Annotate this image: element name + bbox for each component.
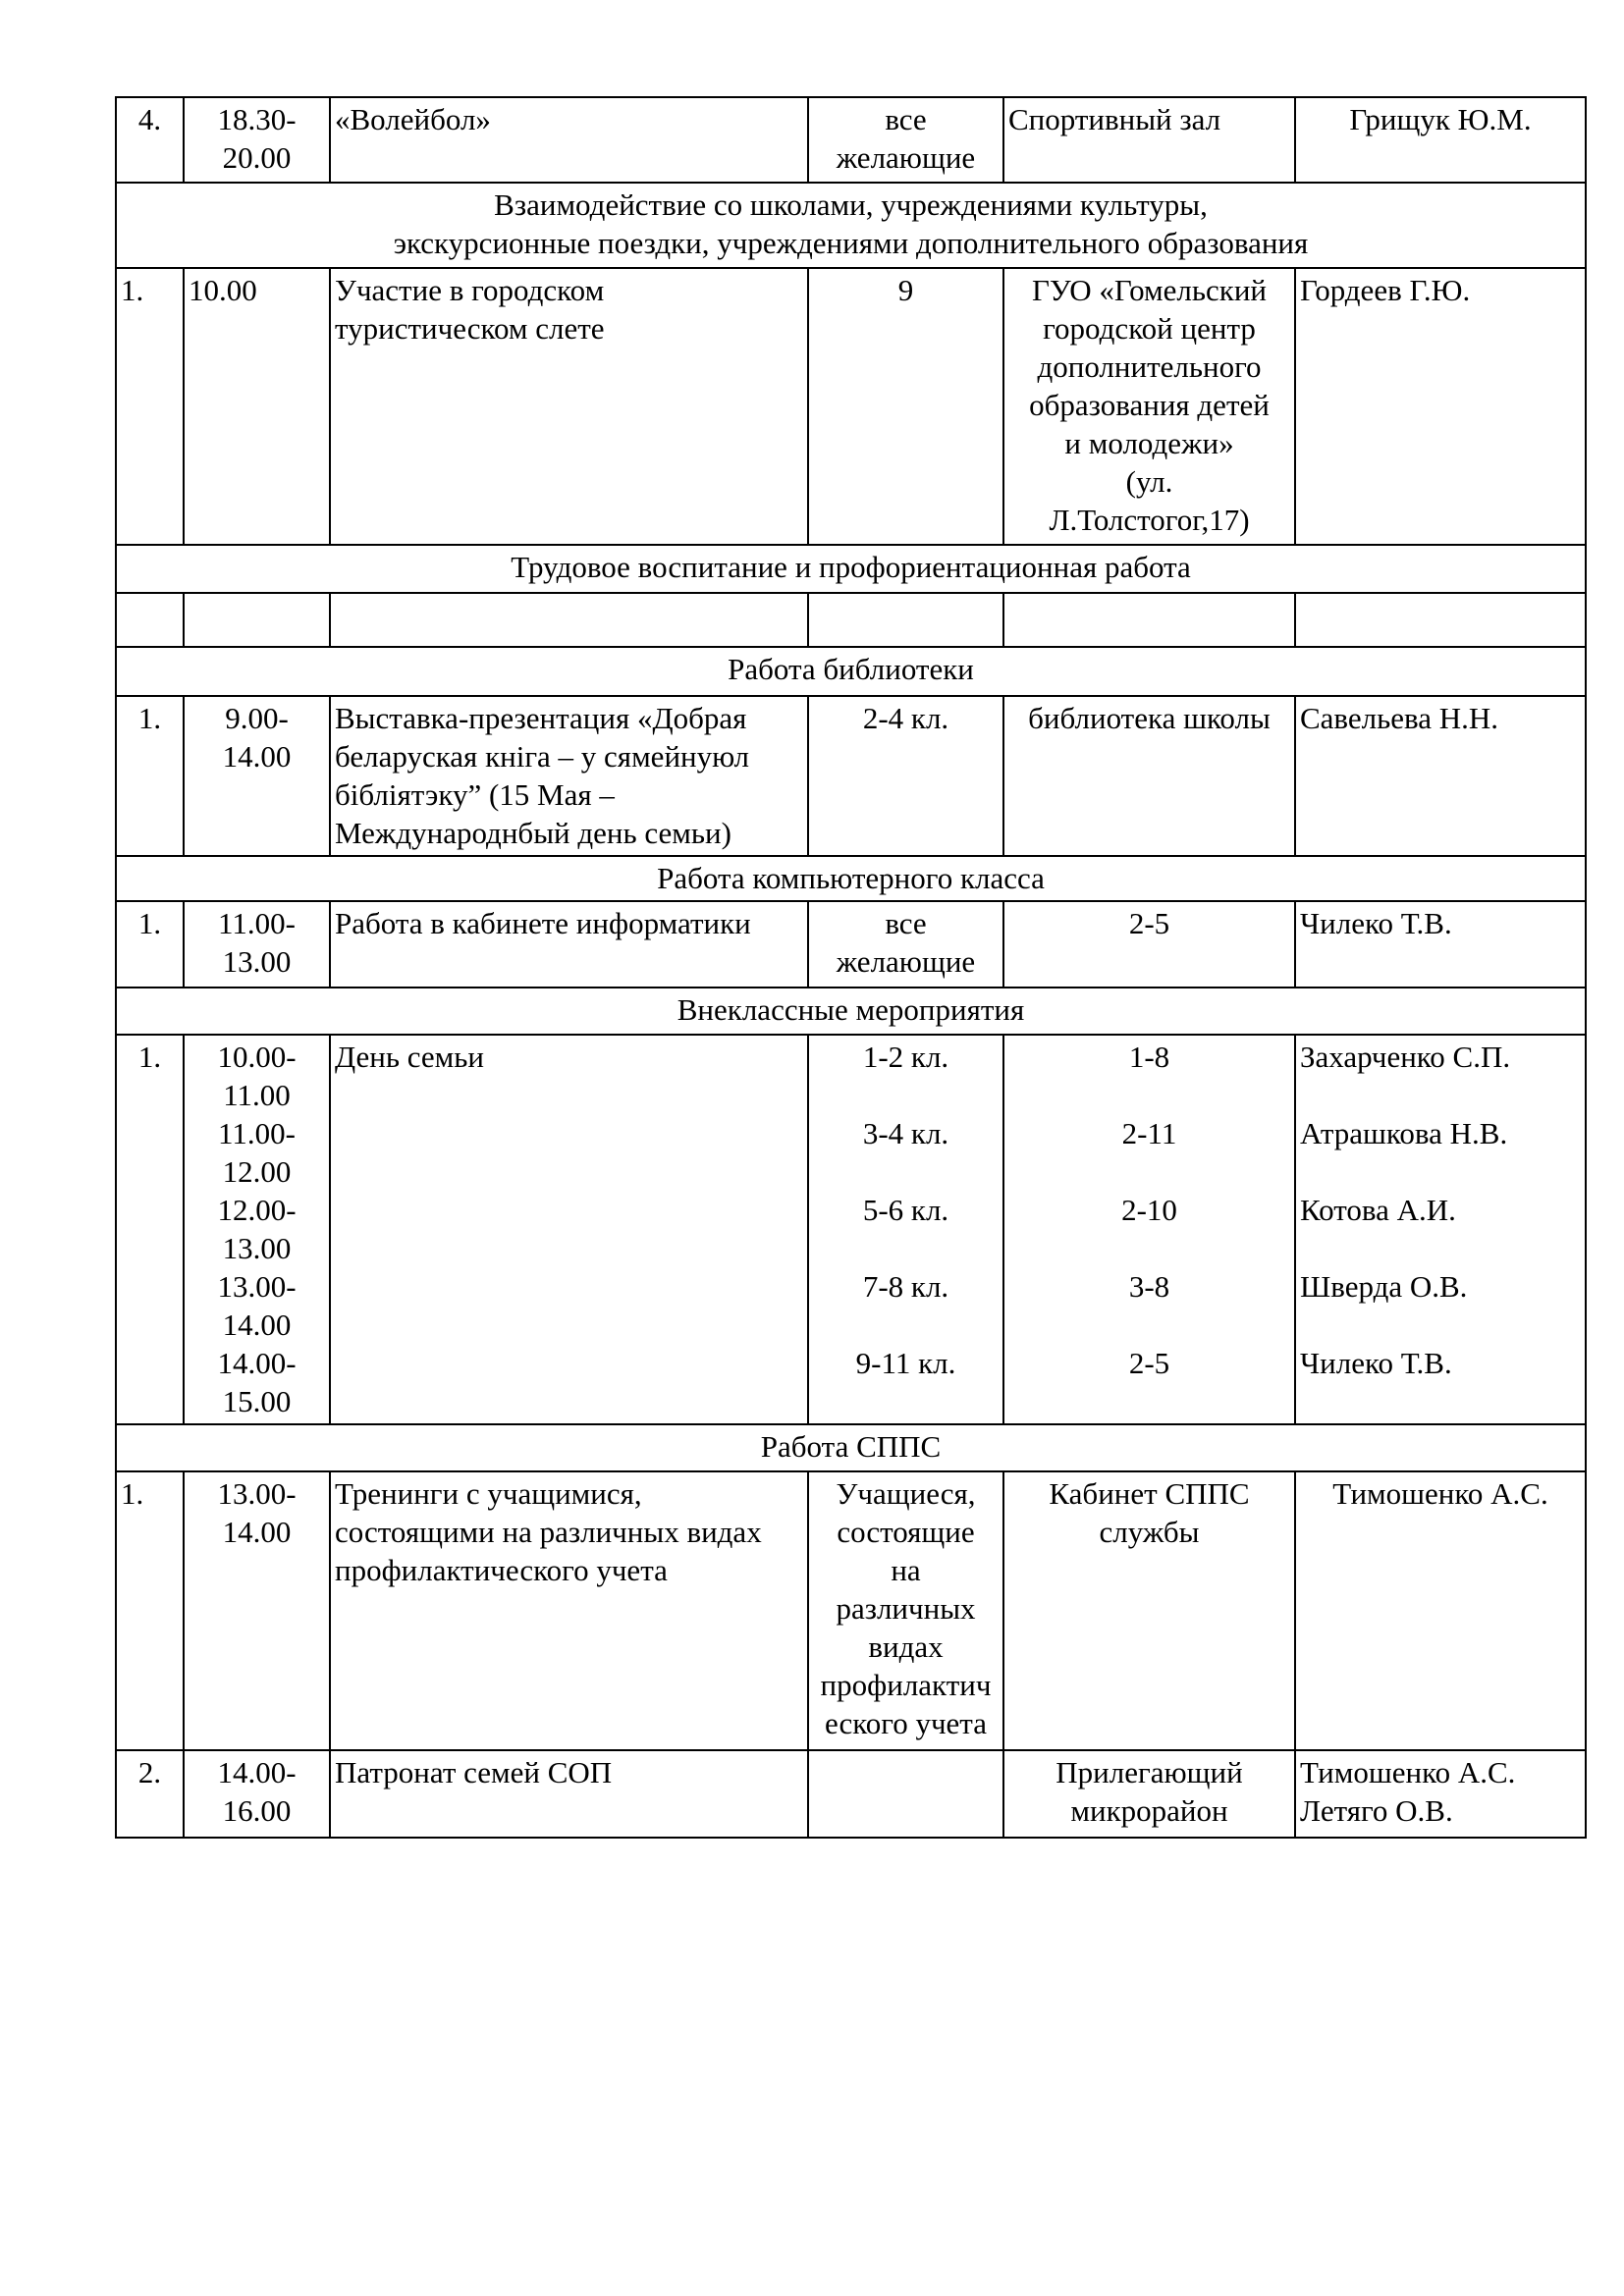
empty-cell (330, 593, 808, 647)
place-cell: Спортивный зал (1003, 97, 1295, 183)
event-cell: Патронат семей СОП (330, 1750, 808, 1838)
empty-cell (116, 593, 184, 647)
section-heading-library: Работа библиотеки (116, 647, 1586, 696)
table-row (116, 901, 1586, 988)
empty-cell (184, 593, 330, 647)
section-heading-interaction: Взаимодействие со школами, учреждениями культуры, экскурсионные поездки, учреждениями дополнительного образования (116, 183, 1586, 268)
row-number: 1. (116, 901, 184, 988)
table-row (116, 1035, 1586, 1424)
time-cell: 18.30- 20.00 (184, 97, 330, 183)
section-row (116, 183, 1586, 268)
participants-cell: все желающие (808, 97, 1003, 183)
time-cell: 13.00- 14.00 (184, 1471, 330, 1750)
event-cell: День семьи (330, 1035, 808, 1424)
event-cell: «Волейбол» (330, 97, 808, 183)
place-cell: 1-8 2-11 2-10 3-8 2-5 (1003, 1035, 1295, 1424)
time-cell: 10.00- 11.00 11.00- 12.00 12.00- 13.00 13.00- 14.00 14.00- 15.00 (184, 1035, 330, 1424)
section-row (116, 856, 1586, 901)
participants-cell: 1-2 кл. 3-4 кл. 5-6 кл. 7-8 кл. 9-11 кл. (808, 1035, 1003, 1424)
participants-cell (808, 1750, 1003, 1838)
table-row-empty (116, 593, 1586, 647)
empty-cell (808, 593, 1003, 647)
section-row (116, 988, 1586, 1035)
participants-cell: 2-4 кл. (808, 696, 1003, 856)
time-cell: 10.00 (184, 268, 330, 545)
event-cell: Выставка-презентация «Добрая беларуская кніга – у сямейнуюл бібліятэку” (15 Мая – Международнбый день семьи) (330, 696, 808, 856)
responsible-cell: Гордеев Г.Ю. (1295, 268, 1586, 545)
event-cell: Тренинги с учащимися, состоящими на различных видах профилактического учета (330, 1471, 808, 1750)
table-row (116, 268, 1586, 545)
section-heading-labor: Трудовое воспитание и профориентационная работа (116, 545, 1586, 593)
section-row (116, 545, 1586, 593)
place-cell: ГУО «Гомельский городской центр дополнительного образования детей и молодежи» (ул. Л.Толстогог,17) (1003, 268, 1295, 545)
empty-cell (1003, 593, 1295, 647)
section-row (116, 1424, 1586, 1471)
responsible-cell: Тимошенко А.С. (1295, 1471, 1586, 1750)
participants-cell: Учащиеся, состоящие на различных видах профилактич еского учета (808, 1471, 1003, 1750)
place-cell: Прилегающий микрорайон (1003, 1750, 1295, 1838)
row-number: 1. (116, 1471, 184, 1750)
table-row (116, 1471, 1586, 1750)
row-number: 1. (116, 696, 184, 856)
row-number: 4. (116, 97, 184, 183)
empty-cell (1295, 593, 1586, 647)
place-cell: 2-5 (1003, 901, 1295, 988)
section-heading-extracurricular: Внеклассные мероприятия (116, 988, 1586, 1035)
activity-plan-table (115, 96, 1587, 1839)
section-heading-computer: Работа компьютерного класса (116, 856, 1586, 901)
row-number: 1. (116, 268, 184, 545)
place-cell: библиотека школы (1003, 696, 1295, 856)
responsible-cell: Тимошенко А.С. Летяго О.В. (1295, 1750, 1586, 1838)
table-row (116, 97, 1586, 183)
section-row (116, 647, 1586, 696)
participants-cell: все желающие (808, 901, 1003, 988)
responsible-cell: Захарченко С.П. Атрашкова Н.В. Котова А.И. Шверда О.В. Чилеко Т.В. (1295, 1035, 1586, 1424)
time-cell: 9.00- 14.00 (184, 696, 330, 856)
participants-cell: 9 (808, 268, 1003, 545)
section-heading-spps: Работа СППС (116, 1424, 1586, 1471)
row-number: 2. (116, 1750, 184, 1838)
event-cell: Работа в кабинете информатики (330, 901, 808, 988)
place-cell: Кабинет СППС службы (1003, 1471, 1295, 1750)
table-row (116, 696, 1586, 856)
responsible-cell: Савельева Н.Н. (1295, 696, 1586, 856)
row-number: 1. (116, 1035, 184, 1424)
responsible-cell: Грищук Ю.М. (1295, 97, 1586, 183)
table-row (116, 1750, 1586, 1838)
time-cell: 14.00- 16.00 (184, 1750, 330, 1838)
time-cell: 11.00- 13.00 (184, 901, 330, 988)
responsible-cell: Чилеко Т.В. (1295, 901, 1586, 988)
event-cell: Участие в городском туристическом слете (330, 268, 808, 545)
